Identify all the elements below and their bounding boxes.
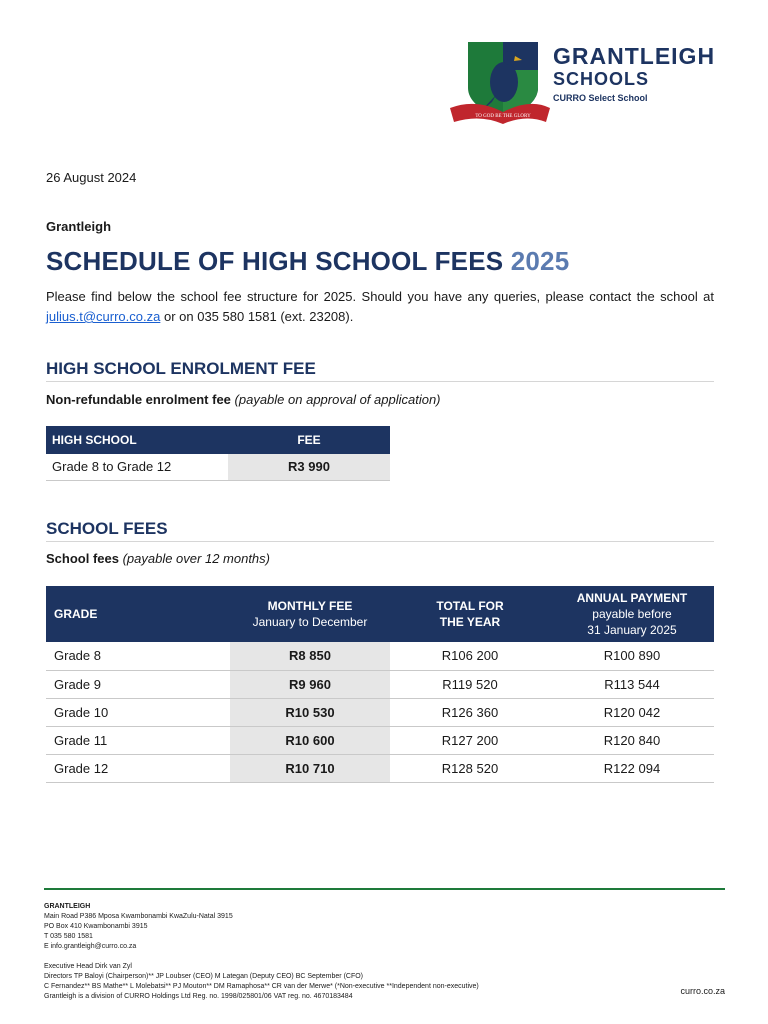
table-header-row (46, 586, 714, 642)
table-row (46, 454, 390, 480)
header-annual-payment (550, 586, 714, 642)
total-year-cell: R127 200 (390, 726, 550, 754)
fees-sub-bold: School fees (46, 551, 119, 566)
brand-tagline: CURRO Select School (553, 93, 648, 103)
total-year-cell: R126 360 (390, 698, 550, 726)
table-header-row (46, 426, 390, 454)
header-fee: FEE (228, 426, 390, 454)
title-year: 2025 (510, 246, 570, 276)
school-fees-heading: SCHOOL FEES (46, 519, 714, 542)
title-text: SCHEDULE OF HIGH SCHOOL FEES (46, 246, 504, 276)
brand-text (553, 43, 715, 103)
header-high-school: HIGH SCHOOL (46, 426, 228, 454)
annual-sub-1: payable before (592, 607, 672, 621)
monthly-fee-label: MONTHLY FEE (267, 599, 353, 613)
footer-website-link[interactable]: curro.co.za (680, 986, 725, 996)
grade-cell: Grade 11 (46, 726, 230, 754)
letter-date: 26 August 2024 (46, 170, 137, 185)
crest-icon (446, 40, 552, 126)
footer-line: Directors TP Baloyi (Chairperson)** JP Loubser (CEO) M Lategan (Deputy CEO) BC September (CFO) (44, 973, 364, 980)
intro-paragraph (46, 287, 714, 327)
grade-cell: Grade 8 (46, 642, 230, 670)
school-name: Grantleigh (46, 219, 112, 234)
annual-payment-cell: R100 890 (550, 642, 714, 670)
grade-cell: Grade 12 (46, 754, 230, 782)
annual-payment-cell: R113 544 (550, 670, 714, 698)
footer-line: Grantleigh is a division of CURRO Holdings Ltd Reg. no. 1998/025801/06 VAT reg. no. 4670183484 (44, 993, 353, 1000)
enrolment-sub-italic: (payable on approval of application) (230, 392, 441, 407)
school-fees-table (46, 586, 714, 783)
intro-text-start: Please find below the school fee structure for 2025. Should you have any queries, please contact the school at (46, 289, 714, 304)
total-year-cell: R128 520 (390, 754, 550, 782)
enrolment-sub-bold: Non-refundable enrolment fee (46, 392, 231, 407)
annual-label: ANNUAL PAYMENT (576, 591, 688, 605)
annual-payment-cell: R120 840 (550, 726, 714, 754)
table-row (46, 754, 714, 782)
monthly-fee-cell: R10 530 (230, 698, 390, 726)
contact-email-link[interactable]: julius.t@curro.co.za (46, 309, 161, 324)
grade-cell: Grade 9 (46, 670, 230, 698)
annual-payment-cell: R122 094 (550, 754, 714, 782)
table-row (46, 642, 714, 670)
footer-org: GRANTLEIGH (44, 903, 91, 910)
monthly-fee-cell: R10 600 (230, 726, 390, 754)
fees-sub-italic: (payable over 12 months) (118, 551, 270, 566)
footer-line: Executive Head Dirk van Zyl (44, 963, 132, 970)
school-logo (446, 40, 736, 128)
annual-payment-cell: R120 042 (550, 698, 714, 726)
footer-line: Main Road P386 Mposa Kwambonambi KwaZulu-Natal 3915 (44, 913, 233, 920)
total-label-2: THE YEAR (439, 615, 501, 629)
enrolment-subheading (46, 392, 441, 407)
footer-divider (44, 888, 725, 890)
school-fees-subheading (46, 551, 270, 566)
header-total-year (390, 586, 550, 642)
footer-line: T 035 580 1581 (44, 933, 93, 940)
header-monthly-fee (230, 586, 390, 642)
total-year-cell: R106 200 (390, 642, 550, 670)
monthly-fee-cell: R10 710 (230, 754, 390, 782)
total-label-1: TOTAL FOR (436, 599, 504, 613)
total-year-cell: R119 520 (390, 670, 550, 698)
crest-motto: TO GOD BE THE GLORY (475, 114, 531, 119)
table-row (46, 698, 714, 726)
grade-cell: Grade 10 (46, 698, 230, 726)
enrolment-fee-value: R3 990 (228, 454, 390, 480)
footer-line: E info.grantleigh@curro.co.za (44, 943, 137, 950)
monthly-fee-cell: R8 850 (230, 642, 390, 670)
enrolment-grade-range: Grade 8 to Grade 12 (46, 454, 228, 480)
header-grade: GRADE (46, 586, 230, 642)
footer-line: C Fernandez** BS Mathe** L Molebatsi** PJ Mouton** DM Ramaphosa** CR van der Merwe* (*Non-executive **Independent non-executive) (44, 983, 479, 990)
monthly-fee-cell: R9 960 (230, 670, 390, 698)
annual-sub-2: 31 January 2025 (587, 623, 677, 637)
table-row (46, 726, 714, 754)
footer-line: PO Box 410 Kwambonambi 3915 (44, 923, 148, 930)
enrolment-table (46, 426, 390, 481)
monthly-fee-sub: January to December (252, 615, 368, 629)
footer-address (44, 902, 479, 1002)
brand-sub: SCHOOLS (553, 69, 650, 89)
intro-text-end: or on 035 580 1581 (ext. 23208). (160, 309, 354, 324)
page-title (46, 246, 569, 277)
brand-name: GRANTLEIGH (553, 43, 716, 69)
enrolment-heading: HIGH SCHOOL ENROLMENT FEE (46, 359, 714, 382)
table-row (46, 670, 714, 698)
